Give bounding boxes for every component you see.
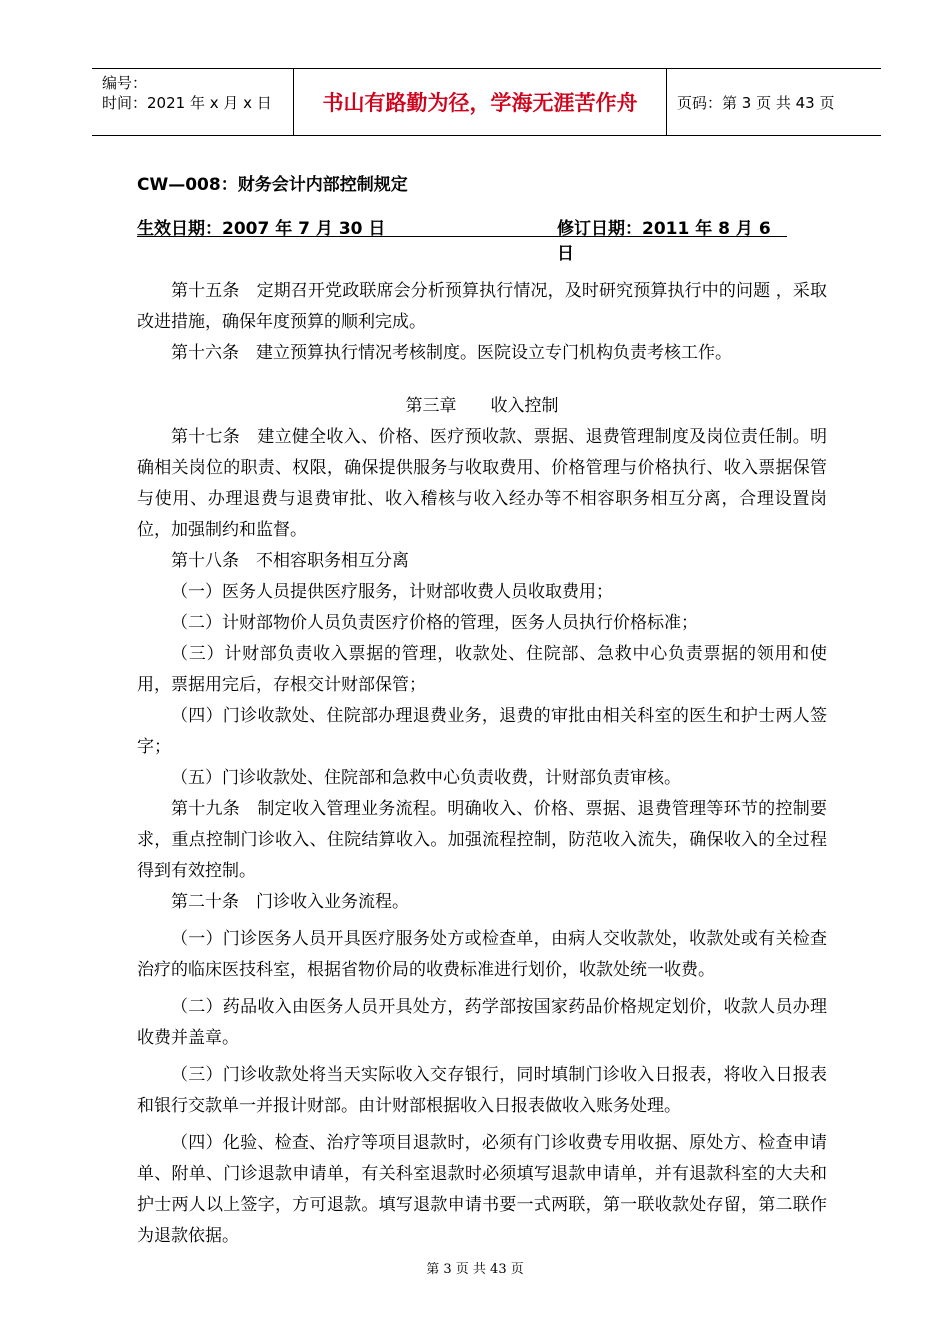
paragraph: 第十八条 不相容职务相互分离 xyxy=(171,551,409,571)
code-label: 编号： xyxy=(102,74,148,92)
page-footer: 第 3 页 共 43 页 xyxy=(426,1262,524,1277)
paragraph: 第十七条 建立健全收入、价格、医疗预收款、票据、退费管理制度及岗位责任制。明确相关岗位的职责、权限，确保提供服务与收取费用、价格管理与价格执行、收入票据保管与使用、办理退费与退费审批、收入稽核与收入经办等不相容职务相互分离，合理设置岗位，加强制约和监督。 xyxy=(137,427,827,540)
paragraph: 第十六条 建立预算执行情况考核制度。医院设立专门机构负责考核工作。 xyxy=(171,343,732,363)
paragraph: （四）门诊收款处、住院部办理退费业务，退费的审批由相关科室的医生和护士两人签字； xyxy=(137,706,827,757)
page-header xyxy=(92,68,881,136)
page-label: 页码：第 3 页 共 43 页 xyxy=(677,93,835,112)
document-body xyxy=(137,276,827,1252)
paragraph: （一）医务人员提供医疗服务，计财部收费人员收取费用； xyxy=(171,582,613,602)
paragraph: （五）门诊收款处、住院部和急救中心负责收费，计财部负责审核。 xyxy=(171,768,681,788)
paragraph: 第十九条 制定收入管理业务流程。明确收入、价格、票据、退费管理等环节的控制要求，重点控制门诊收入、住院结算收入。加强流程控制，防范收入流失，确保收入的全过程得到有效控制。 xyxy=(137,799,827,881)
paragraph: （三）门诊收款处将当天实际收入交存银行，同时填制门诊收入日报表，将收入日报表和银行交款单一并报计财部。由计财部根据收入日报表做收入账务处理。 xyxy=(137,1065,827,1116)
paragraph: （三）计财部负责收入票据的管理，收款处、住院部、急救中心负责票据的领用和使用，票据用完后，存根交计财部保管； xyxy=(137,644,827,695)
paragraph: （二）药品收入由医务人员开具处方，药学部按国家药品价格规定划价，收款人员办理收费并盖章。 xyxy=(137,997,827,1048)
effective-date: 生效日期：2007 年 7 月 30 日 xyxy=(137,219,386,239)
motto: 书山有路勤为径，学海无涯苦作舟 xyxy=(294,69,667,135)
paragraph: （二）计财部物价人员负责医疗价格的管理，医务人员执行价格标准； xyxy=(171,613,698,633)
document-title: CW—008：财务会计内部控制规定 xyxy=(137,175,408,195)
revision-date: 修订日期：2011 年 8 月 6 日 xyxy=(557,219,771,264)
header-meta-cell xyxy=(92,69,294,135)
paragraph: （一）门诊医务人员开具医疗服务处方或检查单，由病人交收款处，收款处或有关检查治疗的临床医技科室，根据省物价局的收费标准进行划价，收款处统一收费。 xyxy=(137,929,827,980)
paragraph: 第二十条 门诊收入业务流程。 xyxy=(171,892,409,912)
paragraph: 第十五条 定期召开党政联席会分析预算执行情况，及时研究预算执行中的问题 ，采取改进措施，确保年度预算的顺利完成。 xyxy=(137,281,827,332)
chapter-heading: 第三章 收入控制 xyxy=(405,396,559,416)
paragraph: （四）化验、检查、治疗等项目退款时，必须有门诊收费专用收据、原处方、检查申请单、附单、门诊退款申请单，有关科室退款时必须填写退款申请单，并有退款科室的大夫和护士两人以上签字，方可退款。填写退款申请书要一式两联，第一联收款处存留，第二联作为退款依据。 xyxy=(137,1133,827,1246)
dates-line xyxy=(137,214,787,264)
time-label: 时间：2021 年 x 月 x 日 xyxy=(102,94,272,112)
